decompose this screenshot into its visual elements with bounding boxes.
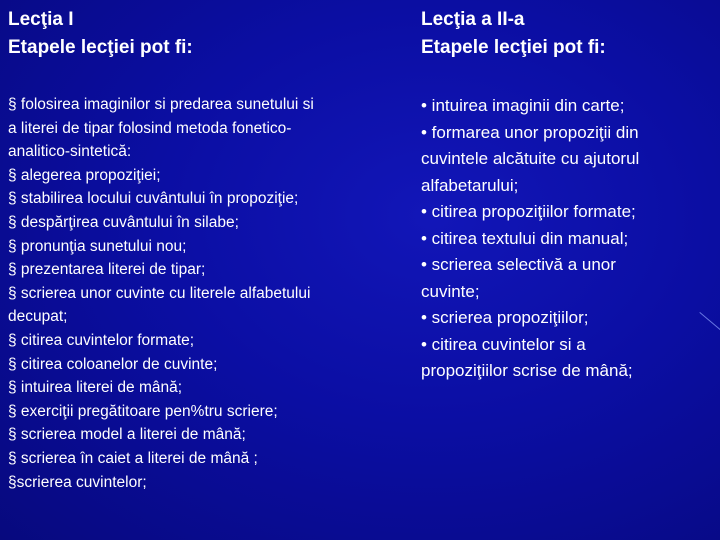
list-item: § prezentarea literei de tipar; [8, 261, 206, 279]
list-item: a literei de tipar folosind metoda fonetico- [8, 119, 292, 137]
list-item: propoziţiilor scrise de mână; [421, 361, 633, 380]
list-item: decupat; [8, 308, 68, 326]
list-item: § pronunţia sunetului nou; [8, 237, 187, 255]
right-column-list [421, 93, 716, 385]
list-item: analitico-sintetică: [8, 143, 132, 161]
left-column-list [8, 93, 403, 494]
right-heading-subtitle: Etapele lecţiei pot fi: [421, 37, 606, 58]
list-item: • citirea cuvintelor si a [421, 334, 586, 354]
right-heading-title: Lecţia a II-a [421, 9, 525, 30]
list-item: § intuirea literei de mână; [8, 379, 183, 397]
list-item: cuvinte; [421, 281, 480, 301]
list-item: • intuirea imaginii din carte; [421, 96, 625, 115]
left-heading-subtitle: Etapele lecţiei pot fi: [8, 37, 193, 58]
right-heading [421, 6, 606, 62]
list-item: § alegerea propoziţiei; [8, 166, 161, 184]
list-item: § folosirea imaginilor si predarea sunetului si [8, 96, 314, 113]
list-item: § scrierea în caiet a literei de mână ; [8, 449, 258, 467]
list-item: § stabilirea locului cuvântului în propoziţie; [8, 190, 299, 208]
list-item: § exerciţii pregătitoare pen%tru scriere; [8, 402, 278, 420]
list-item: cuvintele alcătuite cu ajutorul [421, 149, 640, 168]
list-item: • scrierea propoziţiilor; [421, 308, 589, 327]
list-item: § scrierea model a literei de mână; [8, 426, 246, 444]
list-item: § citirea coloanelor de cuvinte; [8, 355, 218, 373]
list-item: alfabetarului; [421, 175, 519, 195]
list-item: § citirea cuvintelor formate; [8, 331, 195, 349]
list-item: §scrierea cuvintelor; [8, 473, 147, 491]
left-heading [8, 6, 193, 62]
list-item: • citirea propoziţiilor formate; [421, 202, 636, 221]
list-item: • formarea unor propoziţii din [421, 122, 639, 142]
list-item: • scrierea selectivă a unor [421, 255, 616, 274]
list-item: § despărţirea cuvântului în silabe; [8, 213, 239, 231]
list-item: § scrierea unor cuvinte cu literele alfabetului [8, 284, 311, 302]
left-heading-title: Lecţia I [8, 9, 74, 30]
list-item: • citirea textului din manual; [421, 228, 629, 248]
